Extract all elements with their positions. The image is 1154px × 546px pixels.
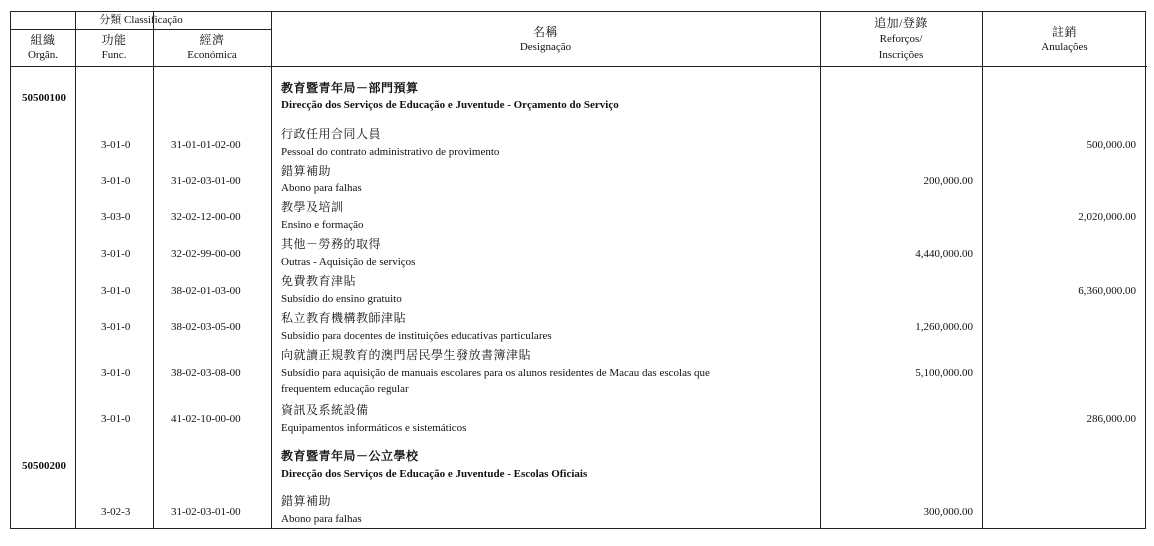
header-organica-pt: Orgân. — [27, 49, 59, 61]
section-title-pt: Direcção dos Serviços de Educação e Juventude - Orçamento do Serviço — [281, 99, 619, 111]
row-pt: Subsídio do ensino gratuito — [281, 293, 402, 305]
row-zh: 其他－勞務的取得 — [281, 237, 382, 251]
header-anulacoes-pt: Anulações — [1041, 41, 1088, 53]
row-func: 3-01-0 — [101, 175, 131, 187]
row-pt: Ensino e formação — [281, 219, 364, 231]
row-anulacao: 2,020,000.00 — [1078, 211, 1136, 223]
header-reforcos-pt1: Reforços/ — [879, 33, 923, 45]
row-func: 3-01-0 — [101, 248, 131, 260]
row-pt: Abono para falhas — [281, 513, 362, 525]
row-econ: 38-02-03-05-00 — [171, 321, 241, 333]
section-org-code: 50500100 — [22, 92, 66, 104]
row-econ: 31-02-03-01-00 — [171, 175, 241, 187]
row-zh: 教學及培訓 — [281, 200, 344, 214]
header-classification: 分類 Classificação — [99, 14, 183, 26]
row-econ: 38-02-01-03-00 — [171, 285, 241, 297]
header-funcional-zh: 功能 — [101, 33, 127, 47]
section-title-zh: 教育暨青年局－公立學校 — [281, 449, 419, 463]
row-func: 3-01-0 — [101, 321, 131, 333]
col-divider-reforcos — [982, 12, 983, 528]
row-econ: 31-02-03-01-00 — [171, 506, 241, 518]
row-anulacao: 286,000.00 — [1086, 413, 1136, 425]
row-reforco: 1,260,000.00 — [915, 321, 973, 333]
header-organica-zh: 組織 — [30, 33, 56, 47]
row-pt: Abono para falhas — [281, 182, 362, 194]
col-divider-organica — [75, 12, 76, 528]
row-anulacao: 6,360,000.00 — [1078, 285, 1136, 297]
row-reforco: 300,000.00 — [923, 506, 973, 518]
row-zh: 私立教育機構教師津貼 — [281, 311, 407, 325]
row-reforco: 200,000.00 — [923, 175, 973, 187]
header-economica-pt: Económica — [187, 49, 237, 61]
row-pt: Outras - Aquisição de serviços — [281, 256, 416, 268]
row-econ: 41-02-10-00-00 — [171, 413, 241, 425]
budget-table — [10, 11, 1146, 529]
row-func: 3-01-0 — [101, 139, 131, 151]
section-org-code: 50500200 — [22, 460, 66, 472]
row-anulacao: 500,000.00 — [1086, 139, 1136, 151]
row-func: 3-03-0 — [101, 211, 131, 223]
header-funcional-pt: Func. — [101, 49, 127, 61]
row-reforco: 4,440,000.00 — [915, 248, 973, 260]
section-title-pt: Direcção dos Serviços de Educação e Juventude - Escolas Oficiais — [281, 468, 588, 480]
row-pt: Subsídio para aquisição de manuais escolares para os alunos residentes de Macau das escolas que — [281, 367, 710, 379]
row-func: 3-01-0 — [101, 413, 131, 425]
row-zh: 免費教育津貼 — [281, 274, 357, 288]
col-divider-designacao — [820, 12, 821, 528]
header-anulacoes-zh: 註銷 — [1051, 25, 1077, 39]
col-divider-funcional — [153, 12, 154, 528]
header-designacao-pt: Designação — [519, 41, 572, 53]
row-pt: Subsídio para docentes de instituições educativas particulares — [281, 330, 552, 342]
row-func: 3-01-0 — [101, 367, 131, 379]
row-zh: 資訊及系統設備 — [281, 403, 369, 417]
row-econ: 38-02-03-08-00 — [171, 367, 241, 379]
row-zh: 錯算補助 — [281, 494, 332, 508]
row-reforco: 5,100,000.00 — [915, 367, 973, 379]
classification-underline — [11, 29, 271, 30]
row-zh: 向就讀正規教育的澳門居民學生發放書簿津貼 — [281, 348, 532, 362]
header-reforcos-pt2: Inscrições — [878, 49, 924, 61]
section-title-zh: 教育暨青年局－部門預算 — [281, 81, 419, 95]
row-func: 3-02-3 — [101, 506, 131, 518]
row-zh: 行政任用合同人員 — [281, 127, 382, 141]
row-econ: 32-02-99-00-00 — [171, 248, 241, 260]
header-economica-zh: 經濟 — [199, 33, 225, 47]
row-econ: 32-02-12-00-00 — [171, 211, 241, 223]
row-pt: Pessoal do contrato administrativo de provimento — [281, 146, 500, 158]
row-func: 3-01-0 — [101, 285, 131, 297]
row-pt: Equipamentos informáticos e sistemáticos — [281, 422, 467, 434]
row-econ: 31-01-01-02-00 — [171, 139, 241, 151]
header-bottom-line — [11, 66, 1147, 67]
row-pt-continued: frequentem educação regular — [281, 383, 409, 395]
header-designacao-zh: 名稱 — [532, 25, 558, 39]
row-zh: 錯算補助 — [281, 164, 332, 178]
header-reforcos-zh: 追加/登錄 — [874, 16, 928, 30]
col-divider-economica — [271, 12, 272, 528]
